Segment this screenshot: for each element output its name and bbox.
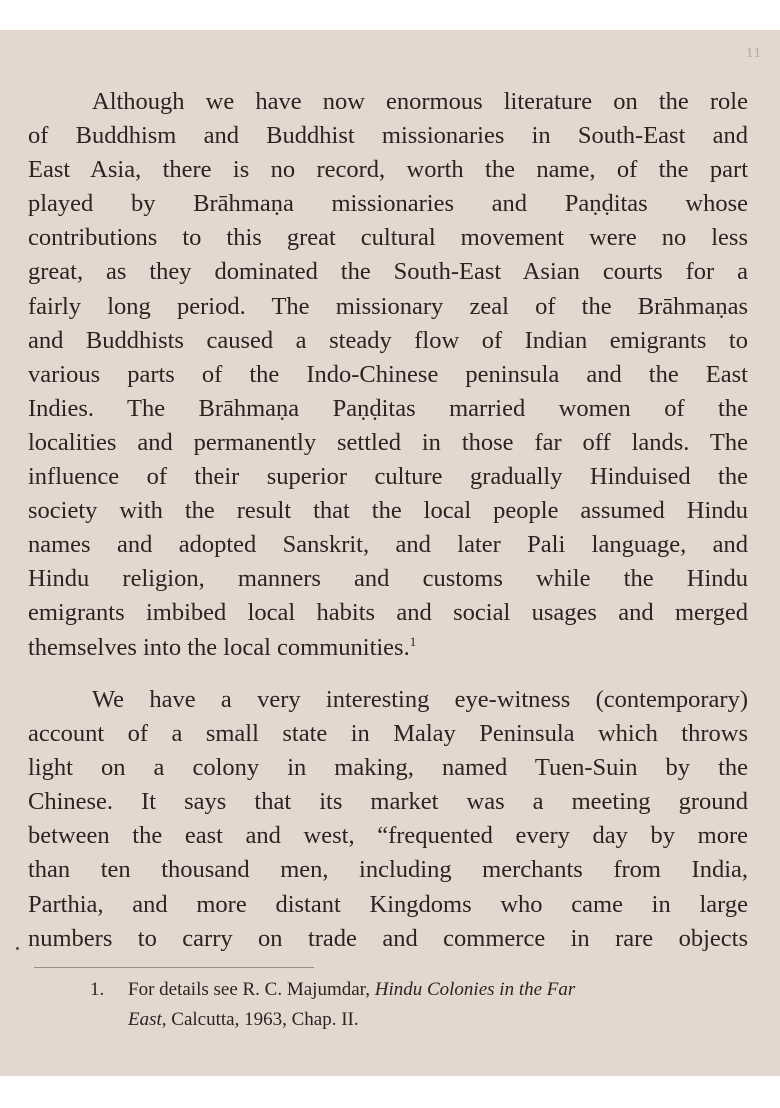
paragraph-line: and Buddhists caused a steady flow of Indian emigrants to bbox=[28, 326, 748, 354]
paragraph-line-text: themselves into the local communities. bbox=[28, 633, 410, 661]
paragraph-line: of Buddhism and Buddhist missionaries in South-East and bbox=[28, 122, 748, 150]
footnote-line-1 bbox=[90, 975, 750, 1005]
paragraph-line: fairly long period. The missionary zeal of the Brāhmaṇas bbox=[28, 292, 748, 320]
paragraph-line: Parthia, and more distant Kingdoms who came in large bbox=[28, 890, 748, 918]
paragraph-line: Indies. The Brāhmaṇa Paṇḍitas married women of the bbox=[28, 394, 748, 422]
book-page bbox=[0, 30, 780, 1076]
paragraph-line: influence of their superior culture gradually Hinduised the bbox=[28, 463, 748, 491]
page-corner-mark: 11 bbox=[746, 46, 762, 60]
paragraph-line: names and adopted Sanskrit, and later Pali language, and bbox=[28, 531, 748, 559]
footnote-1 bbox=[90, 975, 750, 1035]
margin-mark bbox=[16, 947, 19, 950]
paragraph-2 bbox=[28, 683, 748, 956]
paragraph-line: localities and permanently settled in those far off lands. The bbox=[28, 428, 748, 456]
paragraph-line: society with the result that the local people assumed Hindu bbox=[28, 497, 748, 525]
paragraph-line: Hindu religion, manners and customs while the Hindu bbox=[28, 565, 748, 593]
paragraph-line: account of a small state in Malay Peninsula which throws bbox=[28, 720, 748, 748]
footnote-book-title: Hindu Colonies in the Far bbox=[374, 979, 576, 1000]
paragraph-1 bbox=[28, 85, 748, 665]
footnote-line-2 bbox=[90, 1005, 750, 1035]
paragraph-line: than ten thousand men, including merchants from India, bbox=[28, 856, 748, 884]
paragraph-line: Although we have now enormous literature on the role bbox=[92, 88, 748, 115]
paragraph-line: between the east and west, “frequented every day by more bbox=[28, 822, 748, 850]
paragraph-line: light on a colony in making, named Tuen-Suin by the bbox=[28, 754, 748, 782]
footnote-number: 1. bbox=[90, 979, 105, 1000]
paragraph-last-line bbox=[28, 631, 748, 665]
footnote-reference[interactable]: 1 bbox=[409, 633, 417, 649]
paragraph-line: emigrants imbibed local habits and social usages and merged bbox=[28, 599, 748, 627]
paragraph-line: numbers to carry on trade and commerce in rare objects bbox=[28, 924, 748, 952]
footnote-divider bbox=[34, 967, 314, 968]
paragraph-line: Chinese. It says that its market was a meeting ground bbox=[28, 788, 748, 816]
paragraph-line: great, as they dominated the South-East Asian courts for a bbox=[28, 258, 748, 286]
footnote-text: , Calcutta, 1963, Chap. II. bbox=[161, 1009, 359, 1030]
paragraph-line: played by Brāhmaṇa missionaries and Paṇḍitas whose bbox=[28, 190, 748, 218]
paragraph-line: various parts of the Indo-Chinese peninsula and the East bbox=[28, 360, 748, 388]
paragraph-line: contributions to this great cultural movement were no less bbox=[28, 224, 748, 252]
paragraph-line: East Asia, there is no record, worth the name, of the part bbox=[28, 156, 748, 184]
footnote-book-title-end: East bbox=[128, 1009, 162, 1030]
paragraph-line: We have a very interesting eye-witness (contemporary) bbox=[92, 686, 748, 713]
footnote-text: For details see R. C. Majumdar, bbox=[128, 979, 375, 1000]
